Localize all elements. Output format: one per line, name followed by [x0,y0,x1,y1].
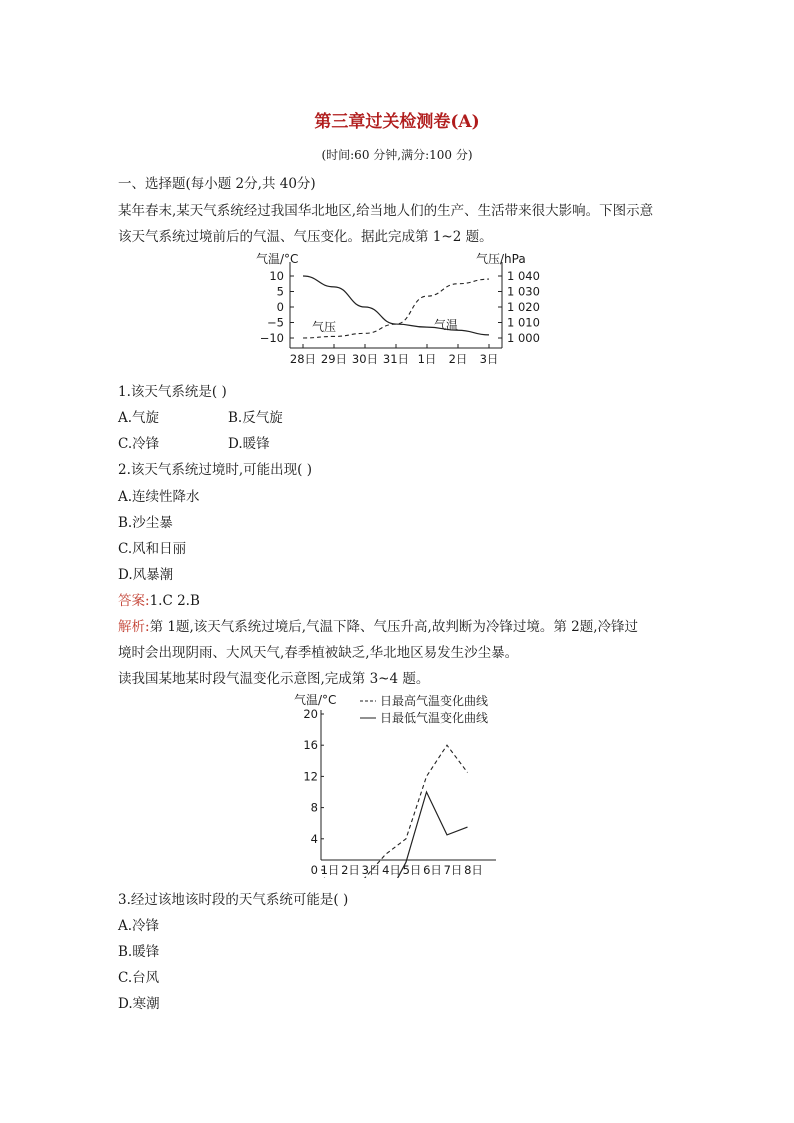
analysis-text-1: 第 1题,该天气系统过境后,气温下降、气压升高,故判断为冷锋过境。第 2题,冷锋过 [149,619,638,635]
y-tick-label: 0 [310,863,318,877]
daily-temperature-chart [290,690,510,878]
x-tick-label: 2日 [448,352,468,366]
q1-option-d: D.暖锋 [228,436,270,452]
answer-text: 1.C 2.B [149,593,200,609]
q2-option-b: B.沙尘暴 [118,515,173,531]
q1-option-b: B.反气旋 [228,410,283,426]
left-tick-label: −10 [259,331,284,345]
section-heading: 一、选择题(每小题 2分,共 40分) [118,176,316,192]
left-tick-label: −5 [267,315,284,330]
question-2: 2.该天气系统过境时,可能出现( ) [118,462,312,478]
answer-label: 答案: [118,593,150,609]
x-tick-label: 30日 [351,352,379,366]
question-1: 1.该天气系统是( ) [118,384,227,400]
x-tick-label: 4日 [382,863,401,877]
x-tick-label: 3日 [361,863,381,877]
left-tick-label: 10 [269,269,284,283]
q3-option-a: A.冷锋 [118,918,160,934]
left-tick-label: 0 [276,300,284,314]
legend-min-label: 日最低气温变化曲线 [380,711,489,725]
right-tick-label: 1 040 [507,269,540,283]
x-tick-label: 29日 [320,352,348,366]
answer-line [118,589,200,609]
left-tick-label: 5 [276,284,284,299]
x-tick-label: 3日 [479,352,499,366]
q3-option-c: C.台风 [118,970,160,986]
series-temperature-label: 气温 [434,318,459,332]
q2-option-d: D.风暴潮 [118,567,174,583]
y-axis-label: 气温/°C [294,693,337,707]
right-tick-label: 1 020 [507,300,540,314]
series-pressure-label: 气压 [312,320,337,334]
intro2: 读我国某地某时段气温变化示意图,完成第 3~4 题。 [118,671,430,687]
analysis-line2: 境时会出现阴雨、大风天气,春季植被缺乏,华北地区易发生沙尘暴。 [118,645,519,661]
right-tick-label: 1 000 [507,331,540,345]
q2-option-c: C.风和日丽 [118,541,187,557]
q1-option-a: A.气旋 [118,410,160,426]
series-max-line [324,745,468,878]
y-tick-label: 4 [310,831,318,846]
right-tick-label: 1 030 [507,284,540,299]
analysis-label: 解析: [118,619,150,635]
q1-option-c: C.冷锋 [118,436,160,452]
y-tick-label: 16 [303,738,318,753]
analysis-line1 [118,615,638,635]
page-title: 第三章过关检测卷(A) [314,112,480,132]
y-tick-label: 12 [303,769,318,784]
left-axis-label: 气温/°C [256,252,299,266]
exam-meta: (时间:60 分钟,满分:100 分) [321,148,473,162]
x-tick-label: 2日 [341,863,360,877]
x-tick-label: 31日 [382,352,410,366]
y-tick-label: 8 [310,800,318,815]
x-tick-label: 8日 [464,863,483,877]
x-tick-label: 1日 [417,352,437,366]
x-tick-label: 28日 [289,352,317,366]
q3-option-b: B.暖锋 [118,944,160,960]
q3-option-d: D.寒潮 [118,996,160,1012]
q2-option-a: A.连续性降水 [118,489,200,505]
x-tick-label: 6日 [423,863,442,877]
legend-max-label: 日最高气温变化曲线 [380,694,489,708]
question-3: 3.经过该地该时段的天气系统可能是( ) [118,892,349,908]
x-tick-label: 1日 [320,863,340,877]
right-axis-label: 气压/hPa [476,252,526,266]
intro1-line2: 该天气系统过境前后的气温、气压变化。据此完成第 1~2 题。 [118,229,493,245]
right-tick-label: 1 010 [507,315,540,330]
y-tick-label: 20 [303,707,318,721]
intro1-line1: 某年春末,某天气系统经过我国华北地区,给当地人们的生产、生活带来很大影响。下图示意 [118,203,654,219]
x-tick-label: 7日 [443,863,463,877]
pressure-temperature-chart [240,248,560,368]
x-tick-label: 5日 [402,863,422,877]
